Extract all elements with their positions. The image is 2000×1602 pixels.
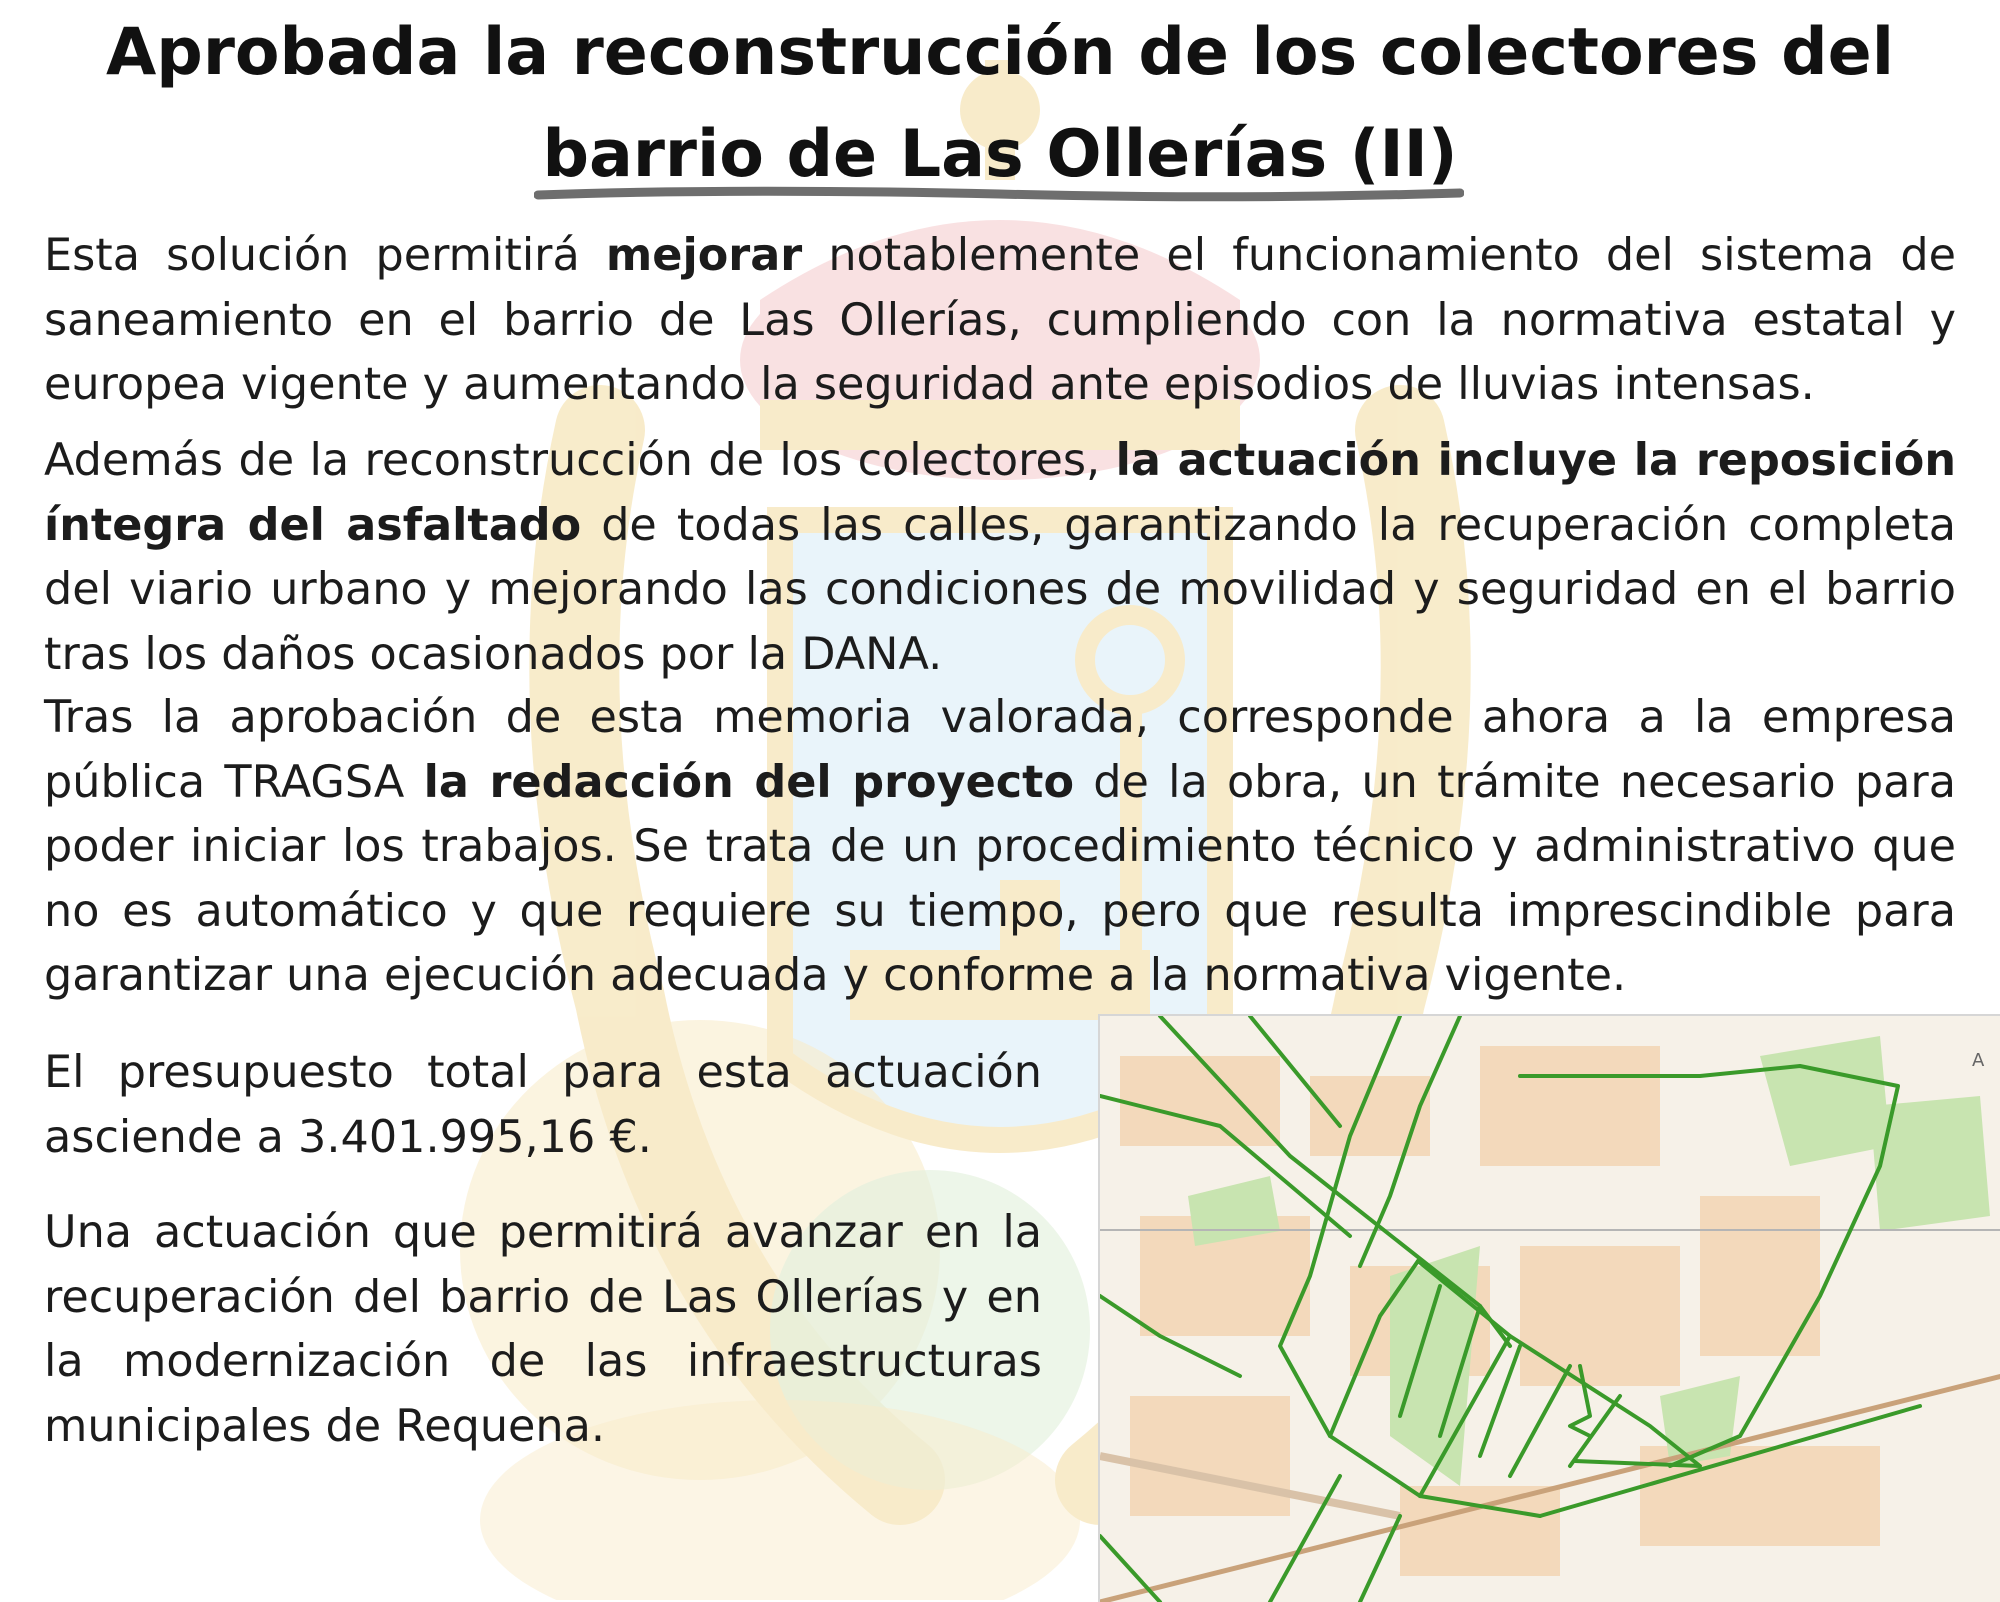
sewer-network-map bbox=[1098, 1014, 2000, 1602]
paragraph-2: Además de la reconstrucción de los colectores, la actuación incluye la reposición íntegra del asfaltado de todas las calles, garantizando la recuperación completa del viario urbano y mejorando las condiciones de movilidad y seguridad en el barrio tras los daños ocasionados por la DANA. bbox=[44, 435, 1957, 680]
map-north-label: A bbox=[1972, 1050, 1985, 1071]
paragraph-budget: El presupuesto total para esta actuación asciende a 3.401.995,16 €. bbox=[44, 1047, 1042, 1163]
paragraph-closing: Una actuación que permitirá avanzar en la recuperación del barrio de Las Ollerías y en la modernización de las infraestructuras municipales de Requena. bbox=[44, 1207, 1042, 1452]
paragraph-3: Tras la aprobación de esta memoria valorada, corresponde ahora a la empresa pública TRAGSA la redacción del proyecto de la obra, un trámite necesario para poder iniciar los trabajos. Se trata de un procedimiento técnico y administrativo que no es automático y que requiere su tiempo, pero que resulta imprescindible para garantizar una ejecución adecuada y conforme a la normativa vigente. bbox=[44, 692, 1956, 1001]
paragraph-1: Esta solución permitirá mejorar notablemente el funcionamiento del sistema de saneamiento en el barrio de Las Ollerías, cumpliendo con la normativa estatal y europea vigente y aumentando la seguridad ante episodios de lluvias intensas. bbox=[44, 230, 1956, 410]
page-title: Aprobada la reconstrucción de los colectores del barrio de Las Ollerías (II) bbox=[106, 15, 1894, 192]
title-underline bbox=[534, 186, 1464, 204]
